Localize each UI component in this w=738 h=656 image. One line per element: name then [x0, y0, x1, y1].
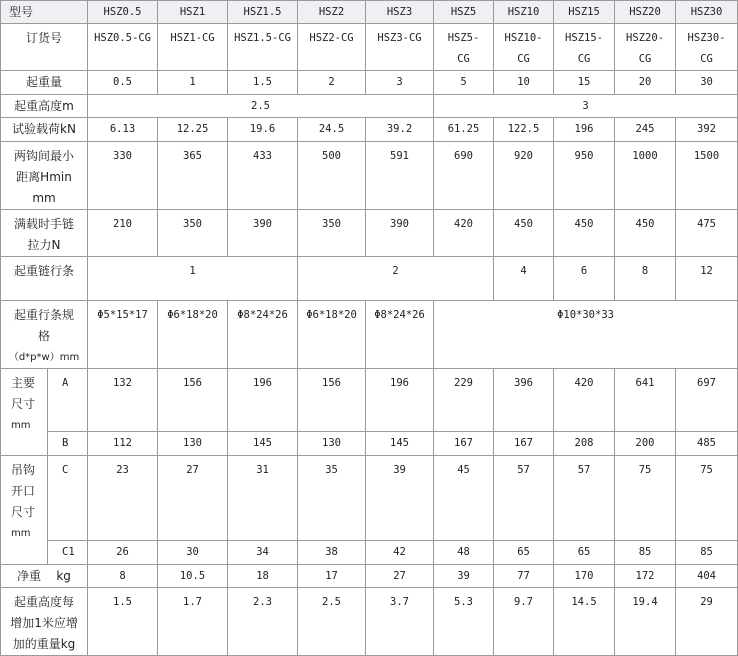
dim-c-cell: 39: [366, 456, 434, 541]
model-cell: HSZ3: [366, 1, 434, 24]
order-text: HSZ5-: [447, 32, 480, 44]
test-load-cell: 24.5: [298, 118, 366, 142]
dim-b-cell: 208: [554, 432, 615, 456]
row-chain-spec: [1, 301, 738, 369]
dim-b-cell: 145: [228, 432, 298, 456]
order-text: CG: [577, 53, 591, 65]
dim-c-cell: 27: [158, 456, 228, 541]
dim-b-cell: 200: [615, 432, 676, 456]
dim-c-label: C: [48, 456, 88, 541]
order-text: HSZ1.5-CG: [234, 32, 291, 44]
model-cell: HSZ20: [615, 1, 676, 24]
pull-label-line: 拉力N: [27, 238, 61, 252]
lift-height-cell: 3: [434, 95, 738, 118]
order-text: HSZ15-: [565, 32, 603, 44]
model-label: 型号: [1, 1, 88, 24]
main-dim-label-line: 主要: [11, 376, 36, 390]
dim-c1-cell: 26: [88, 541, 158, 565]
order-text: CG: [457, 53, 470, 65]
pull-cell: 350: [158, 210, 228, 257]
hook-label-line: 尺寸: [11, 505, 36, 519]
order-cell: [434, 24, 494, 71]
hook-label-line: mm: [11, 528, 31, 539]
chain-spec-cell: Φ5*15*17: [88, 301, 158, 369]
dim-b-cell: 130: [298, 432, 366, 456]
chain-falls-cell: 12: [676, 257, 738, 301]
extra-weight-cell: 14.5: [554, 588, 615, 656]
model-cell: HSZ15: [554, 1, 615, 24]
order-cell: [228, 24, 298, 71]
row-lift-height: [1, 95, 738, 118]
extra-weight-cell: 19.4: [615, 588, 676, 656]
dim-c1-cell: 38: [298, 541, 366, 565]
row-dim-c: [1, 456, 738, 541]
net-weight-cell: 172: [615, 565, 676, 588]
dim-a-label: A: [48, 369, 88, 432]
dim-a-cell: 420: [554, 369, 615, 432]
test-load-cell: 39.2: [366, 118, 434, 142]
model-cell: HSZ0.5: [88, 1, 158, 24]
row-chain-falls: [1, 257, 738, 301]
lift-height-label: 起重高度m: [1, 95, 88, 118]
hmin-cell: 690: [434, 142, 494, 210]
order-label: 订货号: [1, 24, 88, 71]
order-cell: [298, 24, 366, 71]
dim-c1-cell: 48: [434, 541, 494, 565]
row-dim-c1: [1, 541, 738, 565]
dim-c1-cell: 65: [554, 541, 615, 565]
hook-label-line: 吊钩: [11, 463, 36, 477]
order-text: HSZ3-CG: [377, 32, 422, 44]
dim-a-cell: 156: [158, 369, 228, 432]
main-dim-label-line: mm: [11, 420, 31, 431]
dim-c-cell: 57: [554, 456, 615, 541]
pull-label-line: 满载时手链: [14, 217, 75, 231]
row-model: [1, 1, 738, 24]
capacity-cell: 10: [494, 71, 554, 95]
test-load-cell: 6.13: [88, 118, 158, 142]
net-weight-cell: 10.5: [158, 565, 228, 588]
chain-falls-cell: 6: [554, 257, 615, 301]
dim-c-cell: 45: [434, 456, 494, 541]
order-text: CG: [517, 53, 530, 65]
dim-b-cell: 485: [676, 432, 738, 456]
chain-spec-label-line: （d*p*w）mm: [8, 352, 80, 363]
hmin-label-line: mm: [32, 191, 56, 205]
extra-weight-label-line: 加的重量kg: [12, 637, 76, 651]
order-text: CG: [700, 53, 713, 65]
extra-weight-cell: 29: [676, 588, 738, 656]
chain-spec-cell: Φ6*18*20: [298, 301, 366, 369]
test-load-cell: 122.5: [494, 118, 554, 142]
row-capacity: [1, 71, 738, 95]
hook-label-line: 开口: [11, 484, 36, 498]
dim-a-cell: 132: [88, 369, 158, 432]
dim-b-cell: 145: [366, 432, 434, 456]
dim-c-cell: 75: [615, 456, 676, 541]
extra-weight-cell: 5.3: [434, 588, 494, 656]
dim-c1-label: C1: [48, 541, 88, 565]
pull-cell: 450: [554, 210, 615, 257]
test-load-cell: 196: [554, 118, 615, 142]
model-cell: HSZ10: [494, 1, 554, 24]
pull-cell: 450: [494, 210, 554, 257]
model-cell: HSZ1: [158, 1, 228, 24]
pull-cell: 450: [615, 210, 676, 257]
dim-c-cell: 23: [88, 456, 158, 541]
row-dim-a: [1, 369, 738, 432]
chain-falls-cell: 2: [298, 257, 494, 301]
hook-label: [1, 456, 48, 565]
hmin-label-line: 距离Hmin: [16, 170, 72, 184]
model-cell: HSZ2: [298, 1, 366, 24]
order-text: HSZ20-: [626, 32, 664, 44]
extra-weight-label: [1, 588, 88, 656]
capacity-cell: 3: [366, 71, 434, 95]
dim-c-cell: 35: [298, 456, 366, 541]
row-hmin: [1, 142, 738, 210]
dim-a-cell: 196: [228, 369, 298, 432]
order-text: HSZ0.5-CG: [94, 32, 151, 44]
capacity-cell: 2: [298, 71, 366, 95]
hmin-cell: 365: [158, 142, 228, 210]
extra-weight-cell: 2.5: [298, 588, 366, 656]
hmin-cell: 1000: [615, 142, 676, 210]
row-extra-weight: [1, 588, 738, 656]
net-weight-cell: 39: [434, 565, 494, 588]
dim-c1-cell: 65: [494, 541, 554, 565]
order-cell: [554, 24, 615, 71]
pull-label: [1, 210, 88, 257]
dim-a-cell: 396: [494, 369, 554, 432]
net-weight-label: 净重 kg: [1, 565, 88, 588]
pull-cell: 420: [434, 210, 494, 257]
hmin-cell: 591: [366, 142, 434, 210]
chain-spec-label-line: 格: [38, 329, 51, 343]
pull-cell: 390: [228, 210, 298, 257]
extra-weight-cell: 2.3: [228, 588, 298, 656]
hmin-cell: 920: [494, 142, 554, 210]
order-cell: [88, 24, 158, 71]
dim-c1-cell: 85: [676, 541, 738, 565]
dim-c1-cell: 85: [615, 541, 676, 565]
net-weight-cell: 17: [298, 565, 366, 588]
hmin-cell: 433: [228, 142, 298, 210]
order-cell: [366, 24, 434, 71]
pull-cell: 350: [298, 210, 366, 257]
hmin-cell: 950: [554, 142, 615, 210]
test-load-label: 试验载荷kN: [1, 118, 88, 142]
row-order-no: [1, 24, 738, 71]
extra-weight-label-line: 增加1米应增: [10, 616, 78, 630]
test-load-cell: 19.6: [228, 118, 298, 142]
test-load-cell: 392: [676, 118, 738, 142]
capacity-label: 起重量: [1, 71, 88, 95]
net-weight-cell: 77: [494, 565, 554, 588]
hmin-cell: 1500: [676, 142, 738, 210]
test-load-cell: 245: [615, 118, 676, 142]
dim-a-cell: 156: [298, 369, 366, 432]
extra-weight-cell: 1.5: [88, 588, 158, 656]
order-text: HSZ30-: [687, 32, 726, 44]
dim-a-cell: 697: [676, 369, 738, 432]
test-load-cell: 61.25: [434, 118, 494, 142]
hmin-label: [1, 142, 88, 210]
chain-spec-label: [1, 301, 88, 369]
pull-cell: 390: [366, 210, 434, 257]
hmin-cell: 500: [298, 142, 366, 210]
capacity-cell: 1: [158, 71, 228, 95]
chain-falls-cell: 8: [615, 257, 676, 301]
lift-height-cell: 2.5: [88, 95, 434, 118]
row-dim-b: [1, 432, 738, 456]
chain-spec-cell: Φ6*18*20: [158, 301, 228, 369]
order-text: HSZ1-CG: [170, 32, 215, 44]
capacity-cell: 30: [676, 71, 738, 95]
extra-weight-cell: 1.7: [158, 588, 228, 656]
capacity-cell: 5: [434, 71, 494, 95]
dim-b-label: B: [48, 432, 88, 456]
capacity-cell: 20: [615, 71, 676, 95]
main-dim-label-line: 尺寸: [11, 397, 36, 411]
chain-spec-cell: Φ8*24*26: [366, 301, 434, 369]
dim-c-cell: 75: [676, 456, 738, 541]
row-test-load: [1, 118, 738, 142]
dim-c1-cell: 42: [366, 541, 434, 565]
order-text: HSZ10-: [504, 32, 543, 44]
net-weight-cell: 170: [554, 565, 615, 588]
order-text: CG: [638, 53, 652, 65]
chain-spec-label-line: 起重行条规: [14, 308, 75, 322]
capacity-cell: 15: [554, 71, 615, 95]
capacity-cell: 1.5: [228, 71, 298, 95]
model-cell: HSZ1.5: [228, 1, 298, 24]
dim-b-cell: 112: [88, 432, 158, 456]
extra-weight-cell: 9.7: [494, 588, 554, 656]
hmin-label-line: 两钩间最小: [14, 149, 75, 163]
main-dim-label: [1, 369, 48, 456]
pull-cell: 210: [88, 210, 158, 257]
row-pull: [1, 210, 738, 257]
net-weight-cell: 18: [228, 565, 298, 588]
extra-weight-cell: 3.7: [366, 588, 434, 656]
dim-c-cell: 31: [228, 456, 298, 541]
dim-c1-cell: 30: [158, 541, 228, 565]
dim-c1-cell: 34: [228, 541, 298, 565]
hmin-cell: 330: [88, 142, 158, 210]
order-cell: [158, 24, 228, 71]
dim-a-cell: 196: [366, 369, 434, 432]
order-cell: [676, 24, 738, 71]
chain-falls-label: 起重链行条: [1, 257, 88, 301]
chain-spec-cell: Φ8*24*26: [228, 301, 298, 369]
model-cell: HSZ30: [676, 1, 738, 24]
pull-cell: 475: [676, 210, 738, 257]
dim-c-cell: 57: [494, 456, 554, 541]
order-cell: [615, 24, 676, 71]
dim-a-cell: 641: [615, 369, 676, 432]
row-net-weight: [1, 565, 738, 588]
order-cell: [494, 24, 554, 71]
net-weight-cell: 27: [366, 565, 434, 588]
test-load-cell: 12.25: [158, 118, 228, 142]
net-weight-cell: 404: [676, 565, 738, 588]
net-weight-cell: 8: [88, 565, 158, 588]
chain-falls-cell: 1: [88, 257, 298, 301]
model-cell: HSZ5: [434, 1, 494, 24]
dim-b-cell: 167: [494, 432, 554, 456]
capacity-cell: 0.5: [88, 71, 158, 95]
dim-b-cell: 130: [158, 432, 228, 456]
dim-a-cell: 229: [434, 369, 494, 432]
chain-falls-cell: 4: [494, 257, 554, 301]
order-text: HSZ2-CG: [309, 32, 354, 44]
dim-b-cell: 167: [434, 432, 494, 456]
chain-spec-cell: Φ10*30*33: [434, 301, 738, 369]
extra-weight-label-line: 起重高度每: [14, 595, 75, 609]
